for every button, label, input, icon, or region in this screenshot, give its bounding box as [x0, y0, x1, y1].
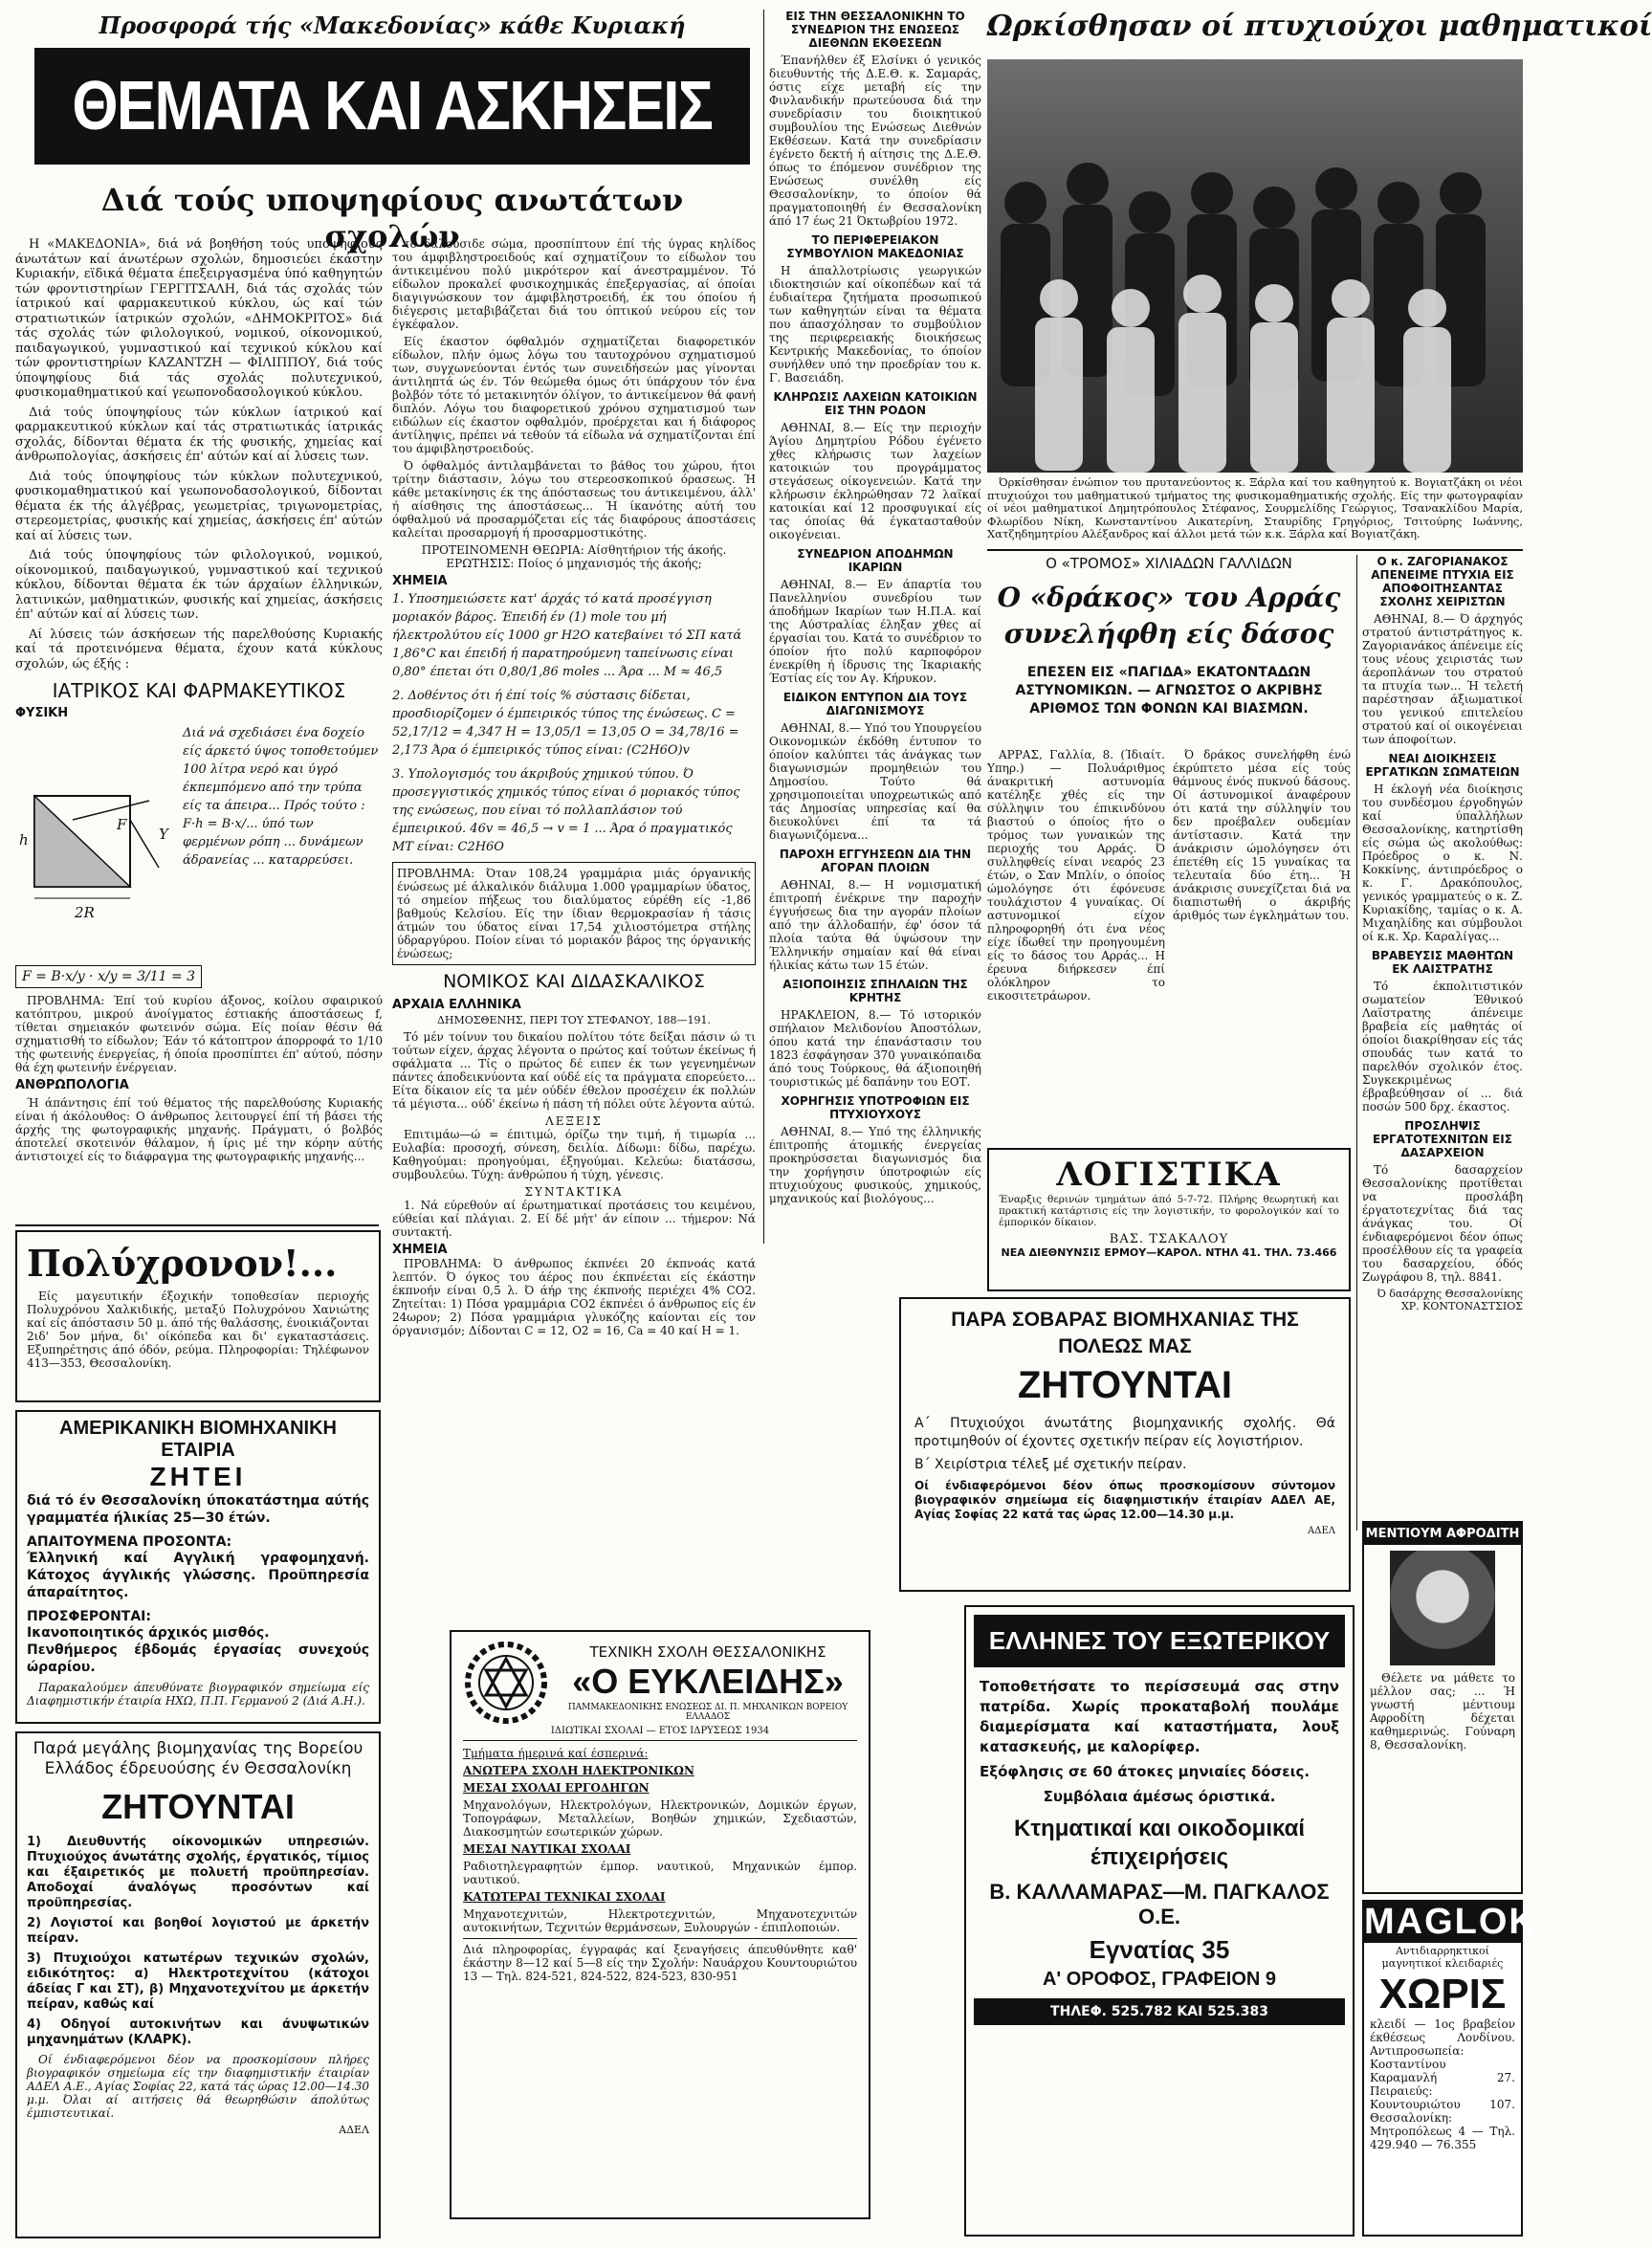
- paragraph: Είς έκαστον όφθαλμόν σχηματίζεται διαφορετικόν είδωλον, πλήν όμως λόγω του ταυτοχρόνου σχηματισμού των, συγχωνεύονται έντός των συνειδήσεών μας γίνονται άντιληπτά ώς έν. Τόν θεώμεθα όμως ότι ύπάρχουν τόν ένα βολβόν τότε τό μετακινητόν όλίγον, το άντικείμενον θά φανή διπλόν. Λόγω του διαφορετικού χρόνου σχηματισμού των ειδώλων είς έκαστον οφθαλμόν, προέρχεται και ή διάφορος άντίληψις, πρέπει νά τεθούν τά είδωλα νά σχηματίζονται έπί του άμφιβληστροειδούς.: [392, 335, 756, 455]
- ancient-text: Τό μέν τοίνυν του δικαίου πολίτου τότε δείξαι πάσιν ώ τι τούτων είχεν, άρχας λέγοντα ο πρώτος καί τούτων έκείνως ή σφάλματα ... Τίς ο πρώτος δέ ειπεν έκ των γεγενημένων πάντες άποδεικνύοντα καί ούδέ είς τα πράγματα επορεύετο... Είτα δίκαιον είς τα μέν ούδέν έθελον προσέχειν έκ πολλών τά μέγιστα... ούδ' έκείνω ή πάση τή πόλει ούτε λέγοντα αύτώ.: [392, 1030, 756, 1111]
- intro-paragraph: Η «ΜΑΚΕΔΟΝΙΑ», διά νά βοηθήση τούς υποψηφίους άνωτάτων καί άνωτέρων σχολών, δημοσιεύει έκάστην Κυριακήν, εϊδικά θέματα έπεξειργασμένα ύπό καθηγητών τών φροντιστηρίων ΓΕΡΓΙΤΣΑΛΗ, διά τάς σχολάς τών ίατρικού καί φαρμακευτικού κύκλου, ώς καί τών στρατιωτικών ίατρικών σχολών, «ΔΗΜΟΚΡΙΤΟΣ» διά τάς σχολάς τών φιλολογικού, νομικού, οίκονομικού, παιδαγωγικού, γυμναστικού καί τεχνικού κύκλου καί τών φροντιστηρίων ΚΑΖΑΝΤΖΗ — ΦΙΛΙΠΠΟΥ, διά τούς ύποψηφίους διά τάς σχολάς πολυτεχνικού, φυσικομαθηματικού καί γεωπονοδασολογικού κύκλου.: [15, 237, 383, 400]
- paragraph: Διά τούς ύποψηφίους τών φιλολογικού, νομικού, οίκονομικού, παιδαγωγικού, γυμναστικού καί τεχνικού κύκλου, δίδονται θέματα έκ τών άρχαίων έλληνικών, λατινικών, μαθηματικών, φυσικής καί χημείας, άσκήσεις έπ' αύτών καί αί λύσεις των.: [15, 548, 383, 622]
- ad-text: Πενθήμερος έβδομάς έργασίας συνεχούς ώραρίου.: [27, 1642, 369, 1675]
- figure-label: 2R: [75, 904, 95, 921]
- school-section-text: Ραδιοτηλεγραφητών έμπορ. ναυτικού, Μηχανικών έμπορ. ναυτικού.: [463, 1860, 857, 1886]
- article-text: Η έκλογή νέα διοίκησις του συνδέσμου έργοδηγών καί ύπαλλήλων Θεσσαλονίκης, κατηρτίσθη είς σώμα ώς ακολούθως: Πρόεδρος ο κ. Ν. Κοκκίνης, άντιπρόεδρος ο κ. Γ. Δρακόπουλος, γενικός γραμματεύς ο κ. Ζ. Κυριακίδης, ταμίας ο κ. Α. Μιχαηλίδης και σύμβουλοι οί κ.κ. Χρ. Καραλίγας...: [1362, 782, 1523, 943]
- column-rule: [763, 10, 764, 1244]
- section-title: ΙΑΤΡΙΚΟΣ ΚΑΙ ΦΑΡΜΑΚΕΥΤΙΚΟΣ: [52, 679, 346, 702]
- euclid-school-ad: [450, 1630, 870, 2219]
- ad-footer: Παρακαλούμεν άπευθύνατε βιογραφικόν σημείωμα είς Διαφημιστικήν έταιρία ΗΧΩ, Π.Π. Γερμανού 2 (Διά Α.Η.).: [27, 1681, 369, 1708]
- school-section: ΑΝΩΤΕΡΑ ΣΧΟΛΗ ΗΛΕΚΤΡΟΝΙΚΩΝ: [463, 1764, 694, 1777]
- graduates-photo: [987, 59, 1523, 473]
- arras-kicker: Ο «ΤΡΟΜΟΣ» ΧΙΛΙΑΔΩΝ ΓΑΛΛΙΔΩΝ: [1046, 555, 1292, 572]
- physics-handwritten: [15, 724, 383, 963]
- ad-text: Είς μαγευτικήν έξοχικήν τοποθεσίαν περιοχής Πολυχρόνου Χαλκιδικής, μεταξύ Πολυχρόνου Χανιώτης καί είς άπόστασιν 50 μ. άπό τής θαλάσσης, ένοικιάζονται 2ιδ' 5ον μήνα, δι' οίκόπεδα και δι' εγκαταστάσεις. Εξυπηρέτησις άπό όδόν, ρεύμα. Πληροφορίαι: Τηλέφωνον 413—353, Θεσσαλονίκη.: [27, 1289, 369, 1370]
- school-section: ΚΑΤΩΤΕΡΑΙ ΤΕΧΝΙΚΑΙ ΣΧΟΛΑΙ: [463, 1890, 666, 1904]
- ancient-greek-label: ΑΡΧΑΙΑ ΕΛΛΗΝΙΚΑ: [392, 998, 521, 1012]
- ad-floor: Α' ΟΡΟΦΟΣ, ΓΡΑΦΕΙΟΝ 9: [1042, 1969, 1277, 1990]
- handwritten-solution: Διά νά σχεδιάσει ένα δοχείο είς άρκετό ύψος τοποθετούμεν 100 λίτρα νερό και ύγρό έκπεμπόμενο από την τρύπα είς τα άπειρα... Πρός τούτο : F·h = B·x/... ύπό των φερμένων ρόπη ... δυνάμεων άδρανείας ... καταρρεύσει.: [183, 726, 379, 868]
- serious-industry-ad: [899, 1297, 1351, 1592]
- job-list: [27, 1835, 369, 2048]
- article-title: ΠΑΡΟΧΗ ΕΓΓΥΗΣΕΩΝ ΔΙΑ ΤΗΝ ΑΓΟΡΑΝ ΠΛΟΙΩΝ: [779, 848, 972, 874]
- ad-subtitle: Αντιδιαρρηκτικοί μαγνητικοί κλειδαριές: [1381, 1945, 1504, 1970]
- list-item: 1) Διευθυντής οίκονομικών υπηρεσιών. Πτυχιούχος άνωτάτης σχολής, έργατικός, τίμιος και έξαιρετικός με πολυετή προϋπηρεσίαν. Αποδοχαί άναλόγως προσόντων καί προϋπηρεσίας.: [27, 1835, 369, 1910]
- article-text: ΑΘΗΝΑΙ, 8.— Υπό της έλληνικής έπιτροπής άτομικής ένεργείας προκηρύσσεται διαγωνισμός δια την χορήγησιν ύποτροφιών είς πτυχιούχους φυσικούς, χημικούς, μηχανικούς καί βιολόγους...: [769, 1125, 981, 1205]
- figure-label: F: [117, 816, 127, 833]
- article-title: ΤΟ ΠΕΡΙΦΕΡΕΙΑΚΟΝ ΣΥΜΒΟΥΛΙΟΝ ΜΑΚΕΔΟΝΙΑΣ: [786, 233, 964, 260]
- list-item: 3) Πτυχιούχοι κατωτέρων τεχνικών σχολών, ειδικότητος: α) Ηλεκτροτεχνίτου (κάτοχοι άδείας Γ και ΣΤ), β) Μηχανοτεχνίτου με άρκετήν πείραν, καθώς καί: [27, 1951, 369, 2012]
- article-title: Ο κ. ΖΑΓΟΡΙΑΝΑΚΟΣ ΑΠΕΝΕΙΜΕ ΠΤΥΧΙΑ ΕΙΣ ΑΠΟΦΟΙΤΗΣΑΝΤΑΣ ΣΧΟΛΗΣ ΧΕΙΡΙΣΤΩΝ: [1371, 555, 1514, 608]
- ad-signature: ΑΔΕΛ: [1308, 1526, 1335, 1536]
- lexeis-text: Επιτιμάω—ώ = έπιτιμώ, όρίζω την τιμή, ή τιμωρία ... Ευλαβία: προσοχή, σύνεση, δειλία. Δίδωμι: δίδω, παρέχω. Καθηγούμαι: προηγούμαι, έξηγούμαι. Κελεύω: διατάσσω, συμβουλεύω. Τύχη: άνθρώπου ή τύχη, γένεσις.: [392, 1128, 756, 1181]
- chemistry-problem: ΠΡΟΒΛΗΜΑ: Ό άνθρωπος έκπνέει 20 έκπνοάς κατά λεπτόν. Ό όγκος του άέρος που έκπνέεται είς έκάστην έκπνοήν είναι 0,5 λ. Ό άήρ της έκπνοής περιέχει 4% CO2. Ζητείται: 1) Πόσα γραμμάρια CO2 έκπνέει ό άνθρωπος είς έν 24ωρον; 2) Πόσα γραμμάρια γλυκόζης καίονται είς τον όργανισμόν; Δίδονται C = 12, O2 = 16, Ca = 40 καί H = 1.: [392, 1257, 756, 1337]
- greeks-abroad-ad: [964, 1605, 1355, 2237]
- ad-zitountai: ΖΗΤΟΥΝΤΑΙ: [101, 1787, 295, 1826]
- ad-text: Εξόφλησις σε 60 άτοκες μηνιαίες δόσεις.: [980, 1763, 1311, 1780]
- school-top-line: ΤΕΧΝΙΚΗ ΣΧΟΛΗ ΘΕΣΣΑΛΟΝΙΚΗΣ: [589, 1643, 826, 1661]
- article-text: ΑΘΗΝΑΙ, 8.— Ό άρχηγός στρατού άντιστράτηγος κ. Ζαγοριανάκος άπένειμε είς τους νέους χειριστάς των άεροπλάνων του στρατού τα πτυχία των... Ή τελετή παρέστησαν άξιωματικοί του γενικού επιτελείου στρατού καί οί οικογένειαι των άποφοίτων.: [1362, 612, 1523, 746]
- ad-zitei: ΖΗΤΕΙ: [149, 1462, 247, 1491]
- ad-firm: Κτηματικαί και οικοδομικαί έπιχειρήσεις: [1013, 1816, 1306, 1870]
- paragraph: Διά τούς ύποψηφίους τών κύκλων ίατρικού καί φαρμακευτικού κύκλων καί τάς στρατιωτικάς ίατρικάς σχολάς, δίδονται θέματα έκ τής φυσικής, χημείας καί άνθρωπολογίας, άσκήσεις έπ' αύτών καί αί λύσεις των.: [15, 405, 383, 464]
- rule: [987, 549, 1523, 551]
- brand-name: MAGLOK: [1364, 1902, 1537, 1942]
- column-rule: [1356, 555, 1357, 1531]
- ad-zitountai: ΖΗΤΟΥΝΤΑΙ: [1017, 1364, 1233, 1406]
- paragraph: Ό όφθαλμός άντιλαμβάνεται το βάθος του χώρου, ήτοι τρίτην διάστασιν, λόγω του στερεοσκοπικού όρασεως. Ή κάθε μετακίνησις έκ της άπόστασεως του άντικειμένου, άλλ' ή αίσθησις της άποστάσεως... Ή ίκανότης αύτή του όφθαλμού νά προσαρμόζεται είς τάς διαφόρους άποστάσεις καλείται προσαρμογή ή προσαρμοστικότης.: [392, 459, 756, 540]
- ancient-reference: ΔΗΜΟΣΘΕΝΗΣ, ΠΕΡΙ ΤΟΥ ΣΤΕΦΑΝΟΥ, 188—191.: [436, 1014, 712, 1026]
- ad-names: Β. ΚΑΛΛΑΜΑΡΑΣ—Μ. ΠΑΓΚΑΛΟΣ Ο.Ε.: [989, 1880, 1330, 1928]
- ad-text: Τοποθετήσατε το περίσσευμά σας στην πατρίδα. Χωρίς προκαταβολή πουλάμε διαμερίσματα καί καταστήματα, λουξ κατασκευής, με καλορίφερ.: [980, 1678, 1339, 1755]
- ad-title: ΑΜΕΡΙΚΑΝΙΚΗ ΒΙΟΜΗΧΑΝΙΚΗ ΕΤΑΙΡΙΑ: [59, 1418, 337, 1461]
- logistika-ad: [987, 1148, 1351, 1291]
- kicker: Προσφορά τής «Μακεδονίας» κάθε Κυριακή: [99, 11, 686, 39]
- list-item: 4) Οδηγοί αυτοκινήτων και άνυψωτικών μηχανημάτων (ΚΛΑΡΚ).: [27, 2017, 369, 2047]
- ad-item: Α΄ Πτυχιούχοι άνωτάτης βιομηχανικής σχολής. Θά προτιμηθούν οί έχοντες σχετικήν πείραν είς λογιστήριον.: [914, 1416, 1335, 1449]
- school-name: «Ο ΕΥΚΛΕΙΔΗΣ»: [572, 1662, 844, 1701]
- ad-address: ΝΕΑ ΔΙΕΘΝΥΝΣΙΣ ΕΡΜΟΥ—ΚΑΡΟΛ. ΝΤΗΛ 41. ΤΗΛ. 73.466: [1001, 1246, 1337, 1259]
- physics-problem: ΠΡΟΒΛΗΜΑ: Έπί τού κυρίου άξονος, κοίλου σφαιρικού κατόπτρου, μικρού άνοίγματος έστιακής άποστάσεως f, τίθεται σημειακόν φωτεινόν σώμα. Είς ποίαν θέσιν θά σχηματισθή το είδωλον; Έάν τό κάτοπτρον άπορροφά το 1/10 τής φωτεινής ένεργείας, ή όποία προσπίπτει έπ' αύτού, πόσην θά έχη φωτεινήν ένέργειαν.: [15, 994, 383, 1074]
- req-label: ΑΠΑΙΤΟΥΜΕΝΑ ΠΡΟΣΟΝΤΑ:: [27, 1534, 232, 1550]
- article-title: ΧΟΡΗΓΗΣΙΣ ΥΠΟΤΡΟΦΙΩΝ ΕΙΣ ΠΤΥΧΙΟΥΧΟΥΣ: [781, 1094, 970, 1121]
- syntaktika-label: ΣΥΝΤΑΚΤΙΚΑ: [524, 1185, 624, 1199]
- school-section: ΜΕΣΑΙ ΝΑΥΤΙΚΑΙ ΣΧΟΛΑΙ: [463, 1842, 631, 1856]
- news-briefs-column: [769, 10, 981, 1244]
- syntaktika-text: 1. Νά εύρεθούν αί έρωτηματικαί προτάσεις του κειμένου, εύθείαι καί πλάγιαι. 2. Εί δέ μήτ' άν είποιν ... τήμερον: Νά συντακτή.: [392, 1199, 756, 1239]
- photo-people-silhouettes: [987, 59, 1523, 473]
- north-industry-ad: [15, 1731, 381, 2238]
- chemistry-label: ΧΗΜΕΙΑ: [392, 1243, 448, 1257]
- arras-body-right: [1173, 748, 1351, 1035]
- paragraph: το δαλούσιδε σώμα, προσπίπτουν έπί τής ύγρας κηλίδος του άμφιβληστροειδούς καί σχηματίζουν το είδωλον του άντικειμένου πολύ μικρότερον καί άνεστραμμένον. Τό είδωλον προκαλεί φυσικοχημικάς έπεξεργασίας, αί όποίαι διαγιγνώσκουν τον άμφιβληστροειδή, έκ του όποίου ή διέγερσις μεταβιβάζεται διά του όπτικού νεύρου είς τον έγκέφαλον.: [392, 237, 756, 331]
- article-text: ΗΡΑΚΛΕΙΟΝ, 8.— Τό ιστορικόν σπήλαιον Μελιδονίου Άποστόλων, όπου κατά την έπανάστασιν του 1823 έσφάγησαν 370 γυναικόπαιδα άπό τους Τούρκους, θά άξιοποιηθή τουριστικώς μέ δαπάνην του ΕΟΤ.: [769, 1008, 981, 1089]
- article-text: Έπανήλθεν έξ Ελσίνκι ό γενικός διευθυντής τής Δ.Ε.Θ. κ. Σαμαράς, όστις είχε μεταβή είς την Φινλανδικήν πρωτεύουσα διά την συνεδρίασιν του διοικητικού συμβουλίου της Ενώσεως Διεθνών Εκθέσεων. Κατά την συνεδρίασιν έγένετο δεκτή ή αίτησις της Δ.Ε.Θ. όπως το έπόμενον συνέδριον της Ενώσεως συνέλθη είς Θεσσαλονίκην, το όποίον θά πραγματοποιηθή έν Θεσσαλονίκη άπό 17 έως 21 Όκτωβρίου 1972.: [769, 54, 981, 228]
- article-text: Τό δασαρχείον Θεσσαλονίκης προτίθεται να προσλάβη έργατοτεχνίτας διά τας άνάγκας του. Οί ένδιαφερόμενοι δέον όπως προσέλθουν είς τα γραφεία του δασαρχείου, όδός Ζωγράφου 8, τηλ. 8841.: [1362, 1163, 1523, 1284]
- arras-headline: Ο «δράκος» του Αρράς συνελήφθη είς δάσος: [997, 582, 1341, 650]
- school-footer: Διά πληροφορίας, έγγραφάς καί ξεναγήσεις άπευθύνθητε καθ' έκάστην 8—12 καί 5—8 είς την Σχολήν: Ναυάρχου Κουντουριώτου 13 — Τηλ. 824-521, 824-522, 824-523, 830-951: [463, 1938, 857, 1983]
- ad-text: Έλληνική καί Αγγλική γραφομηχανή. Κάτοχος άγγλικής γλώσσης. Προϋπηρεσία άπαραίτητος.: [27, 1551, 369, 1600]
- graduates-headline: Ωρκίσθησαν οί πτυχιούχοι μαθηματικοί: [987, 10, 1652, 43]
- article-text: ΑΘΗΝΑΙ, 8.— Η νομισματική έπιτροπή ένέκρινε την παροχήν έγγυήσεως δια την αγοράν πλοίων από την άλλοδαπήν, έφ' όσον τά πλοία ταύτα θά ύψώσουν την Έλληνικήν σημαίαν καί θά είναι ήλικίας κάτω των 15 έτών.: [769, 878, 981, 972]
- ad-text: κλειδί — 1ος βραβείον έκθέσεως Λονδίνου. Αντιπροσωπεία: Κοσταντίνου Καραμανλή 27. Πειραιεύς: Κουντουριώτου 107. Θεσσαλονίκη: Μητροπόλεως 4 — Τηλ. 429.940 — 76.355: [1370, 2017, 1515, 2151]
- figure-label: Y: [159, 826, 168, 843]
- article-title: ΝΕΑΙ ΔΙΟΙΚΗΣΕΙΣ ΕΡΓΑΤΙΚΩΝ ΣΩΜΑΤΕΙΩΝ: [1365, 752, 1520, 779]
- portrait-photo: [1390, 1551, 1495, 1665]
- article-text: ΑΘΗΝΑΙ, 8.— Υπό του Υπουργείου Οικονομικών έκδόθη έντυπον το όποίον καλύπτει τάς άνάγκας των διαγωνισμών προμηθειών του Δημοσίου. Τούτο θά χρησιμοποιείται υποχρεωτικώς από τάς Δημοσίας υπηρεσίας καί θα διευκολύνει έπί τα τά διαγωνιζόμενα...: [769, 721, 981, 842]
- chemistry-label: ΧΗΜΕΙΑ: [392, 574, 448, 588]
- school-established: ΙΔΙΩΤΙΚΑΙ ΣΧΟΛΑΙ — ΕΤΟΣ ΙΔΡΥΣΕΩΣ 1934: [463, 1726, 857, 1741]
- ad-text: Ικανοποιητικός άρχικός μισθός.: [27, 1625, 270, 1641]
- anthropology-text: Ή άπάντησις έπί τού θέματος τής παρελθούσης Κυριακής είναι ή άκόλουθος: Ο άνθρωπος λειτουργεί έπί τή βάσει τής άρχής της φωτογραφικής μηχανής. Πράγματι, ό βολβός άποτελεί σκοτεινόν θάλαμον, ή ίρις μέ την κόρην αύτής άντιστοιχεί είς το διάφραγμα της φωτογραφικής μηχανής...: [15, 1096, 383, 1163]
- maglok-ad: [1362, 1900, 1537, 2237]
- banner-title: ΘΕΜΑΤΑ ΚΑΙ ΑΣΚΗΣΕΙΣ: [72, 68, 713, 144]
- article-title: ΕΙΔΙΚΟΝ ΕΝΤΥΠΟΝ ΔΙΑ ΤΟΥΣ ΔΙΑΓΩΝΙΣΜΟΥΣ: [782, 691, 968, 717]
- handwritten-chemistry: 2. Δοθέντος ότι ή έπί τοίς % σύστασις δίδεται, προσδιορίζομεν ό έμπειρικός τύπος της ένώσεως. C = 52,17/12 = 4,347 H = 13,05/1 = 13,05 O = 34,78/16 = 2,173 Άρα ό έμπειρικός τύπος είναι: (C2H6O)v: [392, 689, 739, 758]
- question: ΕΡΩΤΗΣΙΣ: Ποίος ό μηχανισμός τής άκοής;: [446, 557, 702, 570]
- anthropology-label: ΑΝΘΡΩΠΟΛΟΓΙΑ: [15, 1078, 129, 1092]
- ad-footer: Οί ένδιαφερόμενοι δέον όπως προσκομίσουν σύντομον βιογραφικόν σημείωμα είς διαφημιστικήν έταιρίαν ΑΔΕΛ ΑΕ, Αγίας Σοφίας 22 κατά τας ώρας 12.00—14.30 μ.μ.: [914, 1479, 1335, 1521]
- ad-item: Β΄ Χειρίστρια τέλεξ μέ σχετικήν πείραν.: [914, 1457, 1187, 1472]
- arras-body-left: [987, 748, 1165, 1035]
- article-text: Τό έκπολιτιστικόν σωματείον Έθνικού Λαϊστρατης άπένειμε βραβεία είς μαθητάς οί όποίοι διακρίθησαν είς τάς σπουδάς των κατά το παρελθόν σχολικόν έτος. Συγκεκριμένως έβραβεύθησαν οί ... διά ποσών 500 δρχ. έκαστος.: [1362, 980, 1523, 1113]
- school-section-text: Μηχανοτεχνιτών, Ηλεκτροτεχνιτών, Μηχανοτεχνιτών αυτοκινήτων, Τεχνιτών θερμάνσεων, Ξυλουργών - έπιπλοποιών.: [463, 1907, 857, 1934]
- school-section-text: Μηχανολόγων, Ηλεκτρολόγων, Ηλεκτρονικών, Δομικών έργων, Τοπογράφων, Μεταλλείων, Βοηθών χημικών, Σχεδιαστών, Διακοσμητών εσωτερικών χώρων.: [463, 1798, 857, 1839]
- article-text: ΑΘΗΝΑΙ, 8.— Εν άπαρτία του Πανελληνίου συνεδρίου των άποδήμων Ικαρίων των Η.Π.Α. καί της Αύστραλίας έληξαν χθες αί έργασίαι του. Κατά το συνέδριον το όποίον ήτο πολύ καρποφόρον ένεκρίθη ή ίδρυσις της Ίκαριακής Έστίας είς τον Αγ. Κήρυκον.: [769, 578, 981, 685]
- section-title: ΝΟΜΙΚΟΣ ΚΑΙ ΔΙΔΑΣΚΑΛΙΚΟΣ: [443, 971, 705, 992]
- ad-phone: ΤΗΛΕΦ. 525.782 ΚΑΙ 525.383: [974, 1998, 1345, 2025]
- subtitle: Διά τούς υποψηφίους ανωτάτων σχολών: [100, 182, 684, 254]
- ad-title: ΜΕΝΤΙΟΥΜ ΑΦΡΟΔΙΤΗ: [1364, 1523, 1521, 1545]
- school-section: ΜΕΣΑΙ ΣΧΟΛΑΙ ΕΡΓΟΔΗΓΩΝ: [463, 1781, 650, 1795]
- list-item: 2) Λογιστοί και βοηθοί λογιστού με άρκετήν πείραν.: [27, 1916, 369, 1946]
- signature: Ό δασάρχης Θεσσαλονίκης ΧΡ. ΚΟΝΤΟΝΑΣΤΣΙΟΣ: [1377, 1288, 1523, 1312]
- compass-gear-icon: [463, 1640, 549, 1726]
- ad-signature: ΑΔΕΛ: [339, 2124, 369, 2136]
- school-modes: Τμήματα ήμερινά καί έσπερινά:: [463, 1747, 649, 1760]
- handwritten-chemistry: 3. Υπολογισμός του άκριβούς χημικού τύπου. Ό προσεγγιστικός χημικός τύπος είναι ό μοριακός τύπος της ενώσεως, που είναι τό πολλαπλάσιον τού έμπειρικού. 46v = 46,5 → v = 1 ... Άρα ό πραγματικός ΜΤ είναι: C2H6O: [392, 767, 740, 854]
- main-column-left: [15, 237, 383, 1213]
- ad-text: Συμβόλαια άμέσως όριστικά.: [1043, 1788, 1276, 1805]
- ad-name: ΒΑΣ. ΤΣΑΚΑΛΟΥ: [1109, 1232, 1229, 1246]
- euclid-header: [463, 1640, 857, 1726]
- ad-title: ΛΟΓΙΣΤΙΚΑ: [1056, 1156, 1282, 1194]
- article-text: ΑΡΡΑΣ, Γαλλία, 8. (Ίδιαίτ. Υπηρ.) — Πολυάριθμος άνακριτική αστυνομία κατέληξε χθές είς την σύλληψιν του έπικινδύνου βιαστού ο όποίος ήτο ο τρόμος των γυναικών της περιοχής του Αρράς. Ό συλληφθείς είναι νεαρός 23 έτών, ο Σαν Μπλίν, ο όποίος ώμολόγησε ότι έφόνευσε τουλάχιστον 4 γυναίκας. Οί αστυνομικοί είχον πληροφορηθή ότι ένα νέος είχε ίδωθεί την προηγουμένη είς το δάσος του Αρράς... Η έρευνα διήρκεσεν έπί ολόκληρον το εικοσιτετράωρον.: [987, 748, 1165, 1003]
- chemistry-problem: ΠΡΟΒΛΗΜΑ: Όταν 108,24 γραμμάρια μιάς όργανικής ένώσεως μέ άλκαλικόν διάλυμα 1.000 γραμμαρίων ύδατος, τό σημείον πήξεως του διαλύματος εύρέθη είς -1,86 βαθμούς Κελσίου. Είς την ίδιαν θερμοκρασίαν ή τάσις άτμών του ύδατος είναι 17,54 χιλιοστόμετρα στήλης ύδραργύρου. Ποίον είναι τό μοριακόν βάρος της όργανικής ένώσεως;: [392, 862, 756, 965]
- paragraph: Διά τούς ύποψηφίους τών κύκλων πολυτεχνικού, φυσικομαθηματικού καί γεωπονοδασολογικού, δίδονται θέματα έκ τής άλγέβρας, γεωμετρίας, τριγωνομετρίας, στερεομετρίας, φυσικής καί χημείας, άσκήσεις έπ' αύτών καί αί λύσεις των.: [15, 469, 383, 543]
- ad-intro: Παρά μεγάλης βιομηχανίας της Βορείου Ελλάδος έδρευούσης έν Θεσσαλονίκη: [33, 1739, 363, 1778]
- physics-label: ΦΥΣΙΚΗ: [15, 706, 69, 720]
- handwritten-result: F = B·x/y · x/y = 3/11 = 3: [15, 965, 202, 988]
- polychronon-ad: [15, 1230, 381, 1402]
- article-text: Ό δράκος συνελήφθη ένώ έκρύπτετο μέσα είς τούς θάμνους ένός πυκνού δάσους. Οί άστυνομικοί άναφέρουν ότι κατά την σύλληψίν του δεν προέβαλεν ουδεμίαν άντίστασιν. Κατά την άνάκρισιν ώμολόγησεν ότι έπετέθη είς 15 γυναίκας τα τελευταία δύο έτη... Ή άνάκρισις συνεχίζεται διά να διαπιστωθή ο άκριβής άριθμός των έγκλημάτων του.: [1173, 748, 1351, 922]
- article-title: ΠΡΟΣΛΗΨΙΣ ΕΡΓΑΤΟΤΕΧΝΙΤΩΝ ΕΙΣ ΔΑΣΑΡΧΕΙΟΝ: [1373, 1119, 1512, 1159]
- main-column-center: [392, 237, 756, 1337]
- article-text: Η άπαλλοτρίωσις γεωργικών ιδιοκτησιών καί οίκοπέδων καί τά έυδιαίτερα ζητήματα προσωπικού των καθηγητών είναι τα θέματα που άπασχόλησαν το συμβούλιον της περιφερειακής διοικήσεως Κεντρικής Μακεδονίας, το όποίον συνήλθεν υπό την προεδρίαν του κ. Γ. Βασειάδη.: [769, 264, 981, 385]
- right-column: [1362, 555, 1523, 1550]
- ad-big-word: ΧΩΡΙΣ: [1378, 1971, 1507, 2017]
- article-title: ΕΙΣ ΤΗΝ ΘΕΣΣΑΛΟΝΙΚΗΝ ΤΟ ΣΥΝΕΔΡΙΟΝ ΤΗΣ ΕΝΩΣΕΩΣ ΔΙΕΘΝΩΝ ΕΚΘΕΣΕΩΝ: [785, 10, 965, 50]
- school-subline: ΠΑΜΜΑΚΕΔΟΝΙΚΗΣ ΕΝΩΣΕΩΣ ΔΙ. Π. ΜΗΧΑΝΙΚΩΝ ΒΟΡΕΙΟΥ ΕΛΛΑΔΟΣ: [567, 1703, 848, 1722]
- ad-text: Θέλετε να μάθετε το μέλλον σας; ... Ή γνωστή μέντιουμ Αφροδίτη δέχεται καθημερινώς. Γούναρη 8, Θεσσαλονίκη.: [1370, 1671, 1515, 1752]
- article-title: ΑΞΙΟΠΟΙΗΣΙΣ ΣΠΗΛΑΙΩΝ ΤΗΣ ΚΡΗΤΗΣ: [782, 978, 968, 1004]
- article-title: ΚΛΗΡΩΣΙΣ ΛΑΧΕΙΩΝ ΚΑΤΟΙΚΙΩΝ ΕΙΣ ΤΗΝ ΡΟΔΟΝ: [773, 390, 978, 417]
- rule: [15, 1224, 379, 1226]
- ad-text: διά τό έν Θεσσαλονίκη ύποκατάστημα αύτής γραμματέα ήλικίας 25—30 έτών.: [27, 1493, 369, 1526]
- proposed-theory: ΠΡΟΤΕΙΝΟΜΕΝΗ ΘΕΩΡΙΑ: Αίσθητήριον τής άκοής.: [421, 543, 727, 557]
- offer-label: ΠΡΟΣΦΕΡΟΝΤΑΙ:: [27, 1609, 151, 1624]
- article-title: ΣΥΝΕΔΡΙΟΝ ΑΠΟΔΗΜΩΝ ΙΚΑΡΙΩΝ: [797, 547, 954, 574]
- ad-title: ΕΛΛΗΝΕΣ ΤΟΥ ΕΞΩΤΕΡΙΚΟΥ: [974, 1615, 1345, 1667]
- article-text: ΑΘΗΝΑΙ, 8.— Είς την περιοχήν Άγίου Δημητρίου Ρόδου έγένετο χθες κλήρωσις των λαχείων κατοικιών του προγράμματος στεγάσεως οίκογενειών. Κατά την κλήρωσιν έκληρώθησαν 72 λαϊκαί κατοικίαι καί 12 προσφυγικαί είς τας όποίας θά έγκατασταθούν οικογένειαι.: [769, 421, 981, 541]
- ad-footer: Οί ένδιαφερόμενοι δέον να προσκομίσουν πλήρες βιογραφικόν σημείωμα είς την διαφημιστικήν έταιρίαν ΑΔΕΛ Α.Ε., Αγίας Σοφίας 22, κατά τάς ώρας 12.00—14.30 μ.μ. Όλαι αί αιτήσεις θά θεωρηθώσιν άπολύτως έμπιστευτικαί.: [27, 2053, 369, 2120]
- main-banner: [34, 48, 750, 165]
- ad-text: Έναρξις θερινών τμημάτων άπό 5-7-72. Πλήρης θεωρητική και πρακτική κατάρτισις είς την λογιστικήν, το φορολογικόν καί το έμπορικόν δίκαιον.: [999, 1194, 1339, 1228]
- ad-title: Πολύχρονον!...: [27, 1242, 338, 1285]
- arras-subhead: ΕΠΕΣΕΝ ΕΙΣ «ΠΑΓΙΔΑ» ΕΚΑΤΟΝΤΑΔΩΝ ΑΣΤΥΝΟΜΙΚΩΝ. — ΑΓΝΩΣΤΟΣ Ο ΑΚΡΙΒΗΣ ΑΡΙΘΜΟΣ ΤΩΝ ΦΟΝΩΝ ΚΑΙ ΒΙΑΣΜΩΝ.: [1015, 665, 1323, 716]
- photo-caption: Όρκίσθησαν ένώπιον του πρυτανεύοντος κ. Ξάρλα καί του καθηγητού κ. Βογιατζάκη οι νέοι πτυχιούχοι του μαθηματικού τμήματος της φυσικομαθηματικής σχολής. Είς την φωτογραφίαν οί νέοι μαθηματικοί Δημητρόπουλος Στέφανος, Σουρμελίδης Γεώργιος, Τσανακλίδου Μαρία, Φλωρίδου Νίκη, Κωνσταντίνου Αικατερίνη, Σταυρίδης Γρηγόριος, Τσιτούρης Ιωάννης, Χατζηδημητρίου Αλέξανδρος καί άλλοι μετά τών κ.κ. Ξάρλα καί Βογιατζάκη.: [987, 475, 1523, 540]
- american-company-ad: [15, 1410, 381, 1724]
- ad-intro: ΠΑΡΑ ΣΟΒΑΡΑΣ ΒΙΟΜΗΧΑΝΙΑΣ ΤΗΣ ΠΟΛΕΩΣ ΜΑΣ: [951, 1309, 1299, 1357]
- paragraph: Αί λύσεις τών άσκήσεων τής παρελθούσης Κυριακής καί τά προτεινόμενα θέματα, έχουν κατά κύκλους σχολών, ώς έξής :: [15, 627, 383, 672]
- handwritten-chemistry: 1. Υποσημειώσετε κατ' άρχάς τό κατά προσέγγιση μοριακόν βάρος. Έπειδή έν (1) mole του μή ήλεκτρολύτου είς 1000 gr H2O κατεβαίνει τό ΣΠ κατά 1,86°C και έπειδή ή παρατηρούμενη ταπείνωσις είναι 0,80° έπεται ότι 0,80/1,86 moles ... Άρα ... Μ ≈ 46,5: [392, 592, 742, 679]
- figure-label: h: [19, 831, 29, 849]
- inclined-plane-figure: [15, 782, 178, 906]
- ad-address: Εγνατίας 35: [1089, 1935, 1230, 1964]
- article-title: ΒΡΑΒΕΥΣΙΣ ΜΑΘΗΤΩΝ ΕΚ ΛΑΙΣΤΡΑΤΗΣ: [1371, 949, 1514, 976]
- lexeis-label: ΛΕΞΕΙΣ: [545, 1114, 603, 1128]
- mention-ad: [1362, 1521, 1523, 1894]
